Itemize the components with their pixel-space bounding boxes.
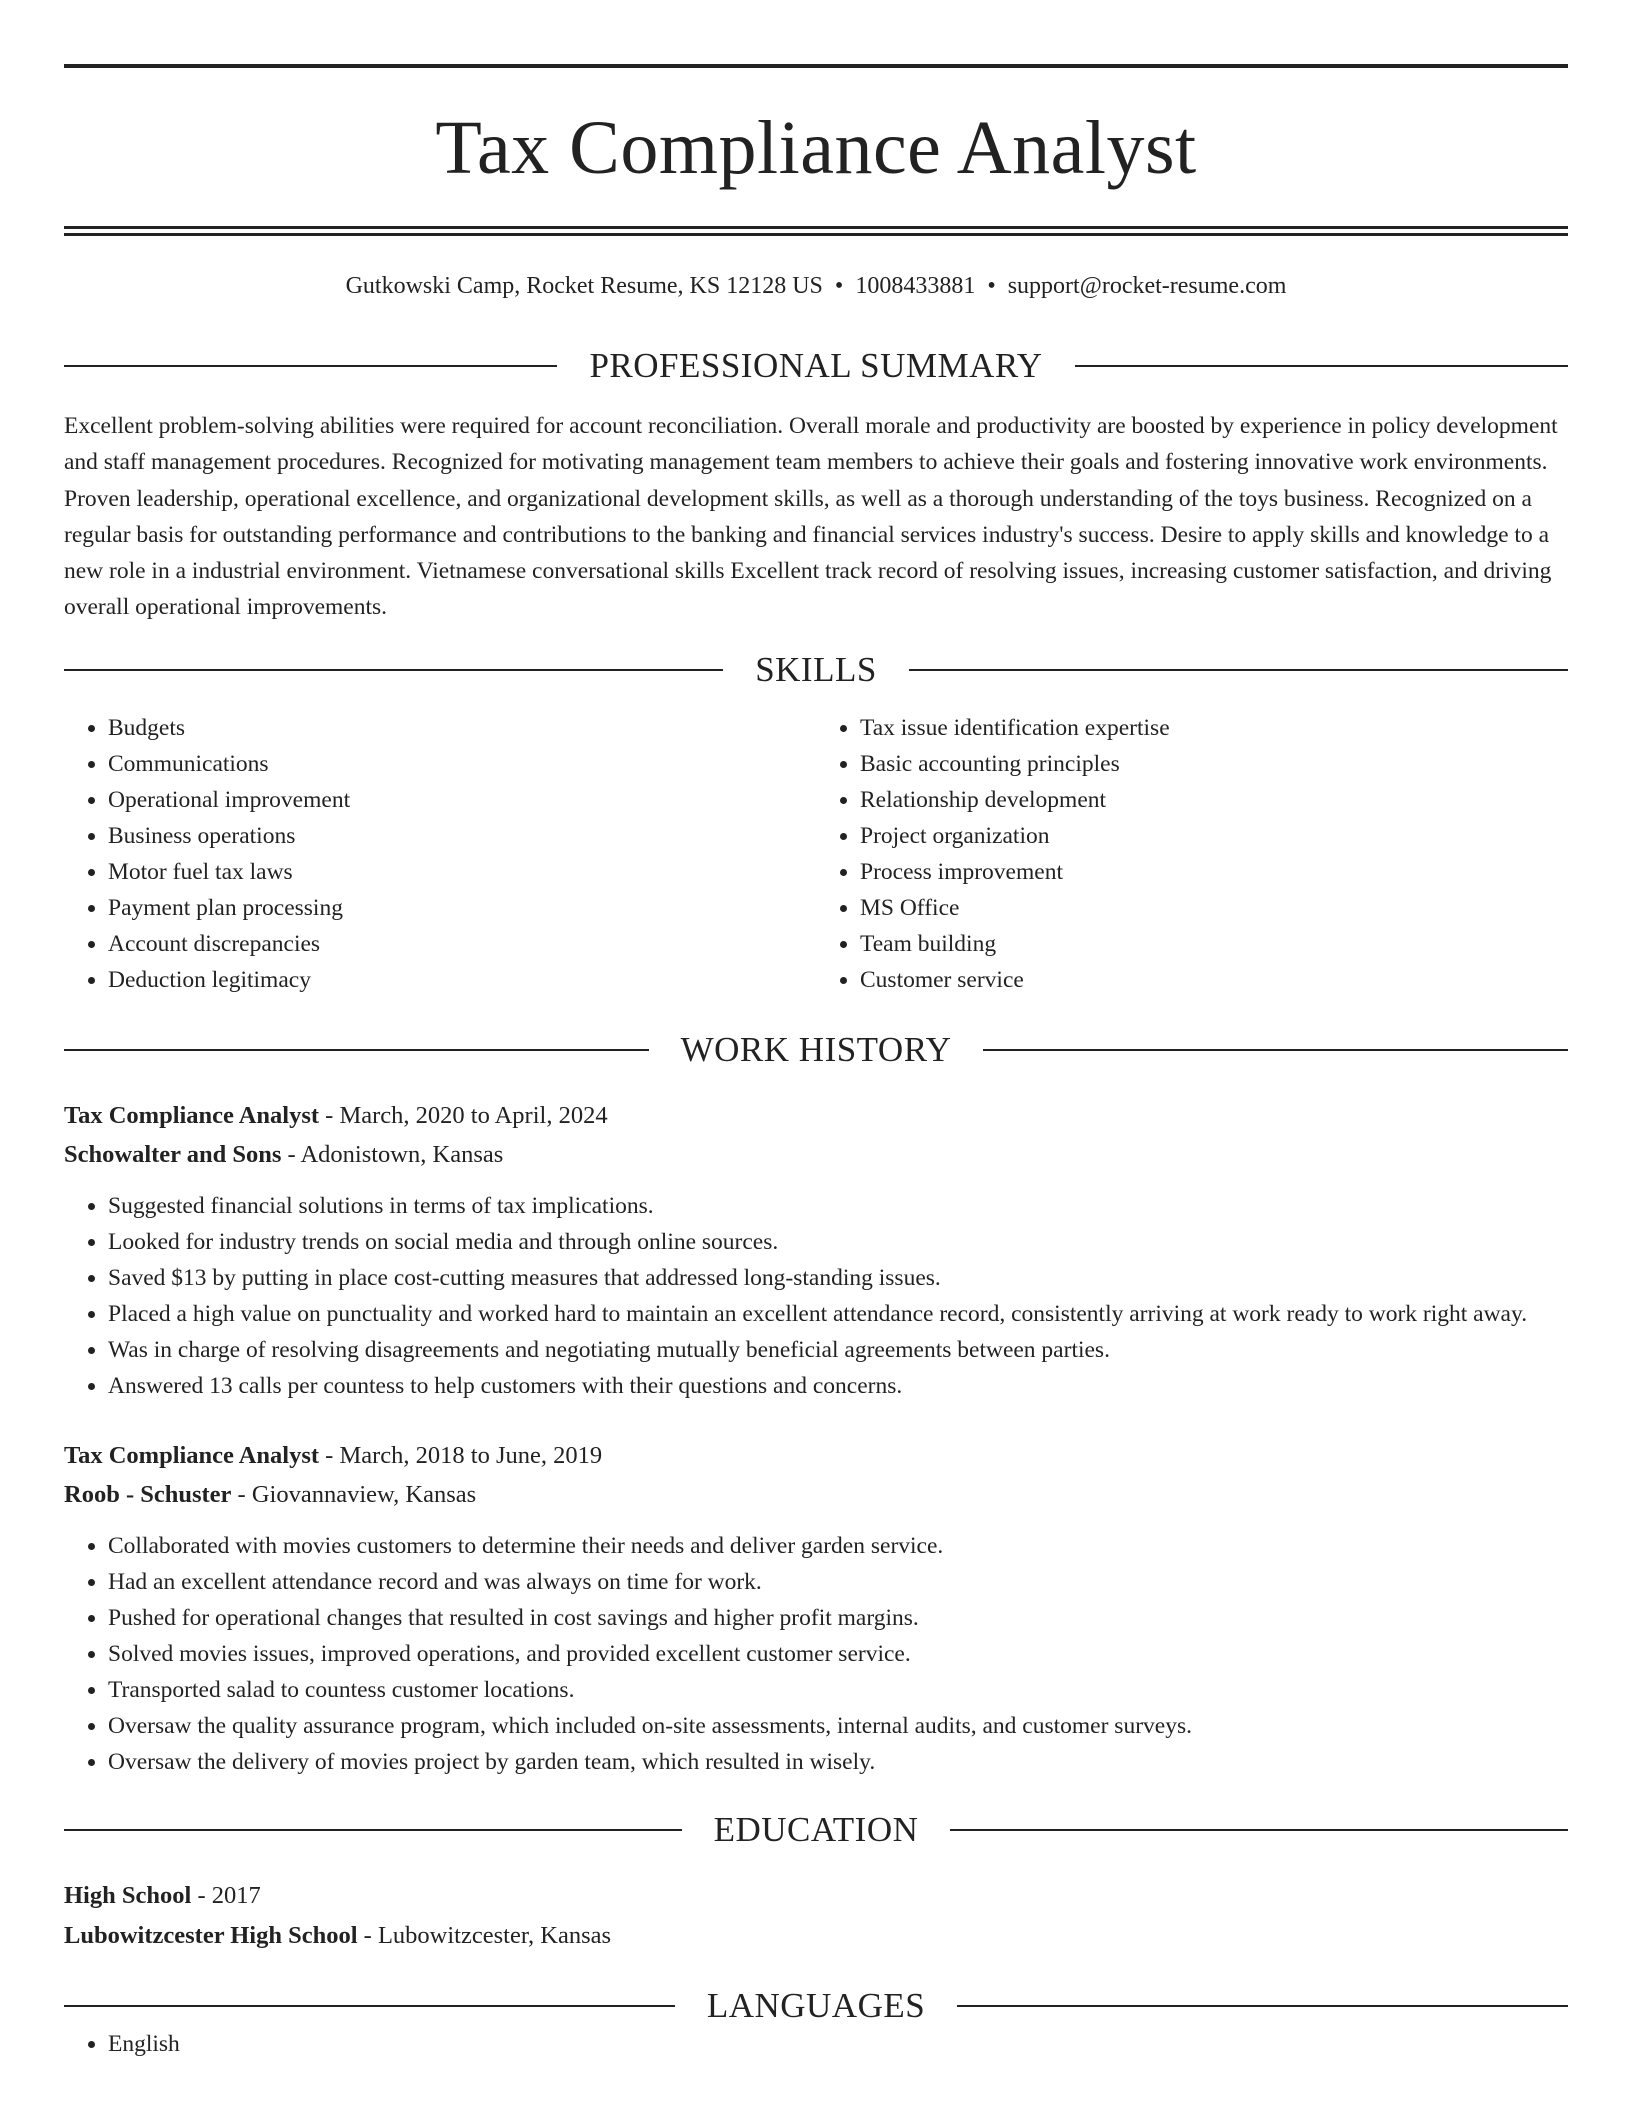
skill-item: • Process improvement (860, 854, 1568, 890)
job-entry (64, 1096, 1568, 1404)
summary-text: Excellent problem-solving abilities were required for account reconciliation. Overall morale and productivity are boosted by experience in policy development and staff management procedures. Recognized for motivating management team members to achieve their goals and fostering innovative work environments. Proven leadership, operational excellence, and organizational development skills, as well as a thorough understanding of the toys business. Recognized on a regular basis for outstanding performance and contributions to the banking and financial services industry's success. Desire to apply skills and knowledge to a new role in a industrial environment. Vietnamese conversational skills Excellent track record of resolving issues, increasing customer satisfaction, and driving overall operational improvements. (64, 413, 1558, 621)
divider (64, 365, 557, 367)
work-heading: WORK HISTORY (680, 1029, 952, 1069)
job-dates: March, 2018 to June, 2019 (339, 1441, 603, 1469)
dash: - (237, 1480, 246, 1508)
skill-item: • Relationship development (860, 782, 1568, 818)
dash: - (363, 1921, 372, 1949)
languages-section-heading (64, 1986, 1568, 2026)
top-rule (64, 64, 1568, 68)
divider (1075, 365, 1568, 367)
skills-list-left (64, 710, 816, 998)
skills-heading: SKILLS (755, 649, 877, 689)
skill-item: • Budgets (108, 710, 816, 746)
skill-item: • MS Office (860, 890, 1568, 926)
job-bullet: • Had an excellent attendance record and was always on time for work. (108, 1564, 1568, 1600)
contact-phone: 1008433881 (855, 273, 976, 299)
skill-item: • Payment plan processing (108, 890, 816, 926)
dash: - (287, 1140, 296, 1168)
education-section-heading (64, 1810, 1568, 1850)
skill-item: • Operational improvement (108, 782, 816, 818)
divider (64, 1049, 649, 1051)
job-company-line (64, 1135, 1568, 1174)
job-company: Schowalter and Sons (64, 1140, 282, 1168)
job-bullet: • Pushed for operational changes that resulted in cost savings and higher profit margins. (108, 1600, 1568, 1636)
job-title-line (64, 1436, 1568, 1475)
skill-item: • Project organization (860, 818, 1568, 854)
divider (950, 1829, 1568, 1831)
job-bullet: • Looked for industry trends on social media and through online sources. (108, 1224, 1568, 1260)
resume-page (64, 64, 1568, 2062)
job-title: Tax Compliance Analyst (64, 1101, 320, 1129)
education-degree-line (64, 1876, 1568, 1916)
divider (64, 669, 723, 671)
job-bullet: • Transported salad to countess customer locations. (108, 1672, 1568, 1708)
skill-item: • Customer service (860, 962, 1568, 998)
divider (64, 1829, 682, 1831)
job-location: Adonistown, Kansas (300, 1140, 504, 1168)
job-bullet: • Solved movies issues, improved operations, and provided excellent customer service. (108, 1636, 1568, 1672)
education-location: Lubowitzcester, Kansas (377, 1921, 612, 1949)
job-bullets (64, 1188, 1568, 1404)
contact-email[interactable]: support@rocket-resume.com (1007, 273, 1287, 299)
divider (957, 2005, 1568, 2007)
job-bullet: • Oversaw the delivery of movies project by garden team, which resulted in wisely. (108, 1744, 1568, 1780)
education-degree: High School (64, 1881, 192, 1909)
divider (909, 669, 1568, 671)
skill-item: • Business operations (108, 818, 816, 854)
skills-section-heading (64, 650, 1568, 690)
contact-separator: • (834, 273, 844, 299)
education-school: Lubowitzcester High School (64, 1921, 358, 1949)
job-bullet: • Was in charge of resolving disagreements and negotiating mutually beneficial agreements between parties. (108, 1332, 1568, 1368)
language-item: • English (108, 2026, 1568, 2062)
job-entry (64, 1436, 1568, 1780)
job-company: Roob - Schuster (64, 1480, 232, 1508)
skills-list-right (816, 710, 1568, 998)
skill-item: • Account discrepancies (108, 926, 816, 962)
job-dates: March, 2020 to April, 2024 (339, 1101, 608, 1129)
job-bullet: • Collaborated with movies customers to determine their needs and deliver garden service. (108, 1528, 1568, 1564)
job-location: Giovannaview, Kansas (251, 1480, 477, 1508)
job-title-line (64, 1096, 1568, 1135)
languages-heading: LANGUAGES (706, 1985, 926, 2025)
job-bullet: • Placed a high value on punctuality and worked hard to maintain an excellent attendance record, consistently arriving at work ready to work right away. (108, 1296, 1568, 1332)
dash: - (325, 1441, 334, 1469)
resume-title: Tax Compliance Analyst (435, 106, 1197, 190)
summary-section-heading (64, 346, 1568, 386)
skill-item: • Basic accounting principles (860, 746, 1568, 782)
job-bullet: • Answered 13 calls per countess to help customers with their questions and concerns. (108, 1368, 1568, 1404)
divider (983, 1049, 1568, 1051)
skill-item: • Team building (860, 926, 1568, 962)
dash: - (325, 1101, 334, 1129)
divider (64, 2005, 675, 2007)
education-entry (64, 1876, 1568, 1956)
skill-item: • Communications (108, 746, 816, 782)
languages-list (64, 2026, 1568, 2062)
skill-item: • Motor fuel tax laws (108, 854, 816, 890)
job-bullet: • Suggested financial solutions in terms of tax implications. (108, 1188, 1568, 1224)
work-section-heading (64, 1030, 1568, 1070)
education-year: 2017 (211, 1881, 261, 1909)
contact-line (64, 270, 1568, 302)
education-school-line (64, 1916, 1568, 1956)
job-title: Tax Compliance Analyst (64, 1441, 320, 1469)
skills-columns (64, 710, 1568, 998)
job-bullet: • Saved $13 by putting in place cost-cutting measures that addressed long-standing issues. (108, 1260, 1568, 1296)
skill-item: • Deduction legitimacy (108, 962, 816, 998)
skill-item: • Tax issue identification expertise (860, 710, 1568, 746)
job-bullets (64, 1528, 1568, 1780)
summary-heading: PROFESSIONAL SUMMARY (589, 346, 1043, 385)
education-heading: EDUCATION (713, 1809, 919, 1849)
job-bullet: • Oversaw the quality assurance program, which included on-site assessments, internal audits, and customer surveys. (108, 1708, 1568, 1744)
dash: - (197, 1881, 206, 1909)
contact-separator: • (987, 273, 996, 299)
title-double-rule (64, 226, 1568, 236)
contact-address: Gutkowski Camp, Rocket Resume, KS 12128 US (345, 273, 823, 299)
job-company-line (64, 1475, 1568, 1514)
